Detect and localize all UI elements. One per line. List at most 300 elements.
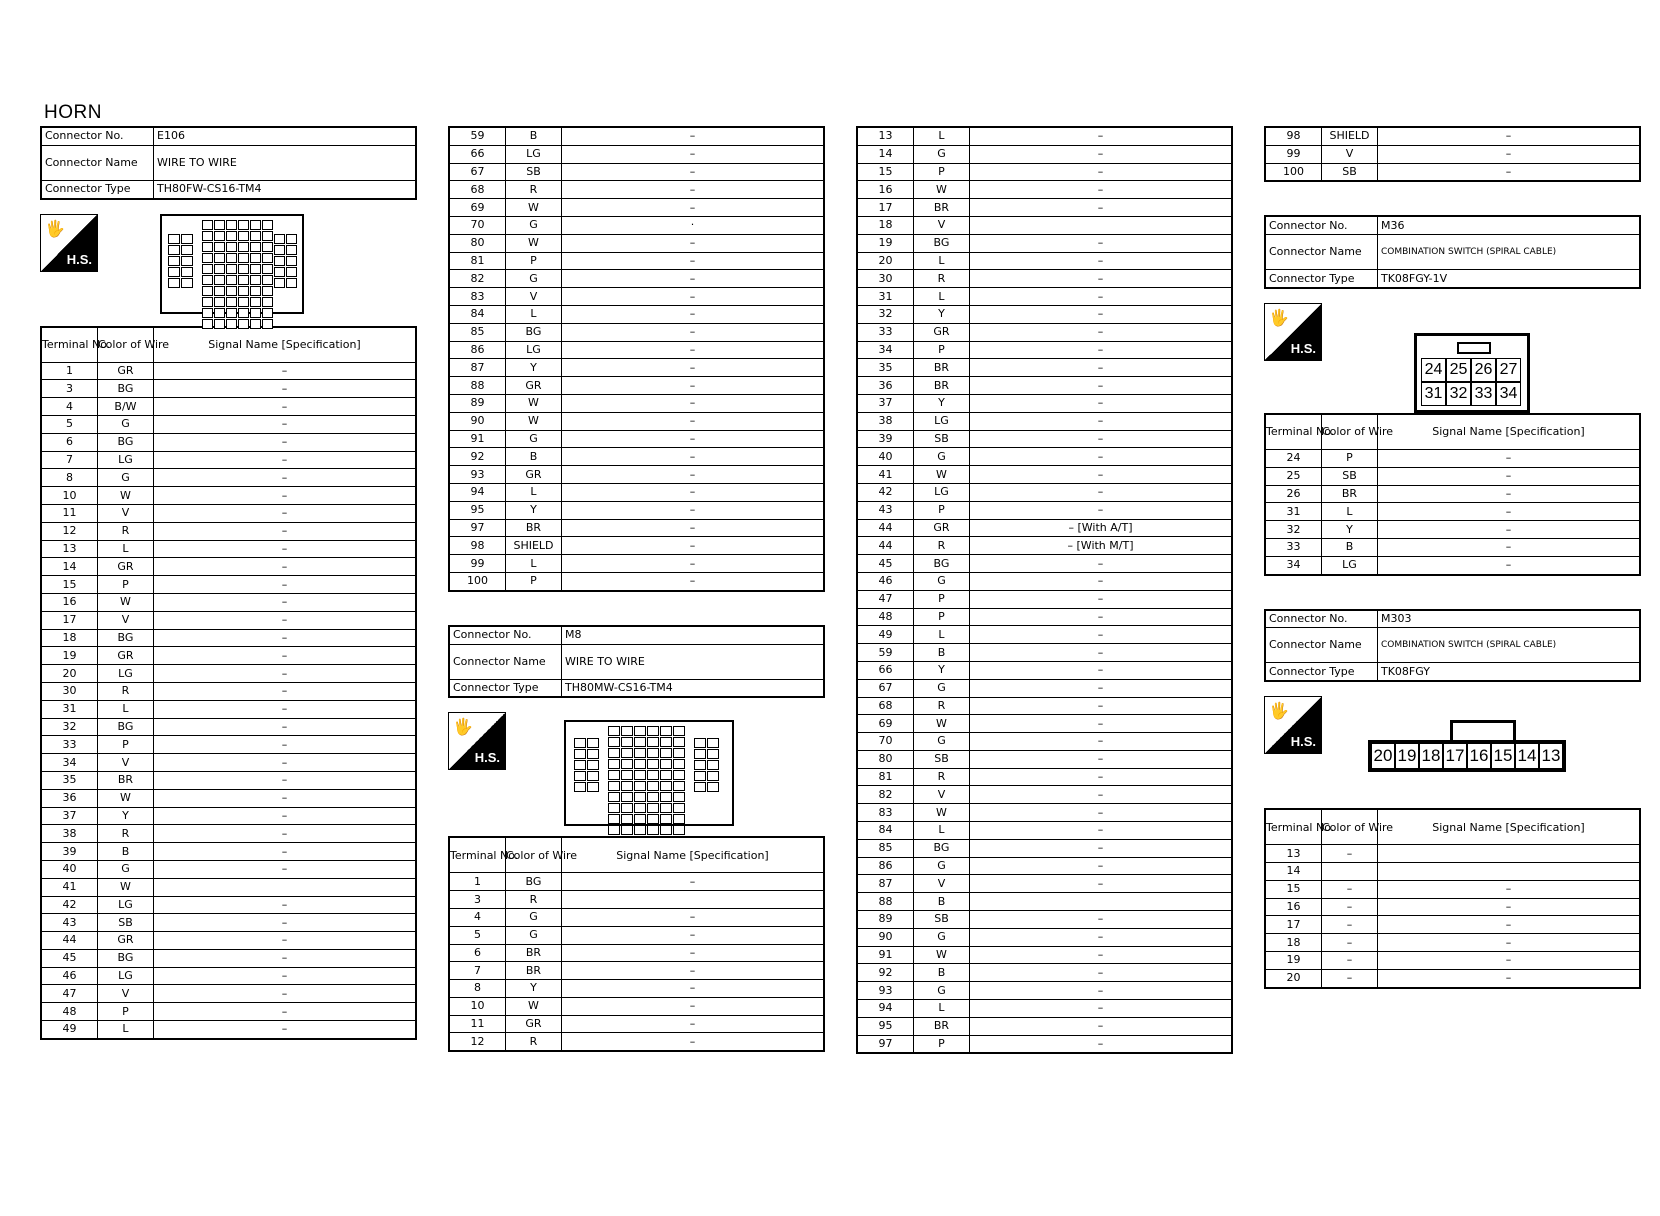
table-row — [41, 789, 416, 807]
signal-name-cell: – — [970, 163, 1233, 181]
signal-name-cell: – — [970, 786, 1233, 804]
terminal-cell: 11 — [41, 504, 98, 522]
wire-color-cell: P — [914, 608, 970, 626]
connector-name-value: COMBINATION SWITCH (SPIRAL CABLE) — [1378, 628, 1641, 663]
table-row — [1265, 538, 1640, 556]
wire-color-cell: LG — [98, 665, 154, 683]
terminal-cell: 88 — [857, 893, 914, 911]
connector-face-e106 — [160, 214, 304, 314]
signal-name-cell: – — [562, 377, 825, 395]
terminal-cell: 39 — [857, 430, 914, 448]
wire-color-cell: W — [506, 234, 562, 252]
terminal-cell: 48 — [41, 1003, 98, 1021]
table-row — [1265, 845, 1640, 863]
signal-name-cell: – — [970, 590, 1233, 608]
terminal-cell: 33 — [857, 323, 914, 341]
table-row — [449, 448, 824, 466]
terminal-cell: 48 — [857, 608, 914, 626]
wire-color-cell: Y — [914, 394, 970, 412]
signal-name-cell: – — [970, 626, 1233, 644]
wire-color-cell: B — [914, 964, 970, 982]
connector-diagram-m8 — [448, 698, 825, 836]
terminal-cell: 99 — [449, 555, 506, 573]
wire-color-cell: W — [914, 804, 970, 822]
wire-color-cell: BR — [1322, 485, 1378, 503]
terminal-cell: 34 — [1265, 556, 1322, 574]
wire-color-cell: L — [98, 1021, 154, 1039]
terminal-cell: 24 — [1265, 449, 1322, 467]
table-row — [857, 1017, 1232, 1035]
connector-no-label: Connector No. — [1265, 216, 1378, 234]
wire-color-cell: W — [914, 466, 970, 484]
terminal-cell: 49 — [41, 1021, 98, 1039]
terminal-cell: 4 — [449, 908, 506, 926]
signal-name-cell: – — [154, 932, 417, 950]
terminal-cell: 90 — [449, 412, 506, 430]
signal-name-cell: – — [970, 608, 1233, 626]
connector-name-value: WIRE TO WIRE — [562, 644, 825, 679]
table-row — [857, 1000, 1232, 1018]
connector-info-m303 — [1264, 609, 1641, 683]
connector-pin: 34 — [1496, 382, 1521, 406]
terminal-cell: 87 — [449, 359, 506, 377]
table-row — [1265, 449, 1640, 467]
signal-name-cell: – — [562, 181, 825, 199]
connector-name-value: COMBINATION SWITCH (SPIRAL CABLE) — [1378, 235, 1641, 270]
wire-color-cell: Y — [914, 661, 970, 679]
terminal-cell: 99 — [1265, 145, 1322, 163]
wire-color-cell: P — [914, 1035, 970, 1053]
signal-name-cell: – — [562, 980, 825, 998]
wire-color-cell: LG — [98, 967, 154, 985]
signal-name-cell: – — [562, 323, 825, 341]
signal-name-cell: – — [970, 394, 1233, 412]
table-row — [449, 199, 824, 217]
wire-color-cell: V — [506, 288, 562, 306]
terminal-cell: 46 — [857, 572, 914, 590]
connector-name-label: Connector Name — [1265, 235, 1378, 270]
signal-name-cell: – — [154, 860, 417, 878]
signal-name-cell: – — [154, 754, 417, 772]
wire-color-cell: B/W — [98, 398, 154, 416]
wire-color-cell: LG — [506, 341, 562, 359]
wire-color-cell: BR — [506, 944, 562, 962]
table-row — [449, 252, 824, 270]
terminal-cell: 85 — [449, 323, 506, 341]
signal-name-cell: – — [562, 199, 825, 217]
terminal-cell: 41 — [41, 878, 98, 896]
terminal-cell: 4 — [41, 398, 98, 416]
wire-color-cell: R — [506, 181, 562, 199]
terminal-cell: 3 — [41, 380, 98, 398]
table-row — [449, 359, 824, 377]
wire-color-cell: GR — [98, 647, 154, 665]
signal-name-cell: – — [154, 682, 417, 700]
table-row — [41, 629, 416, 647]
terminal-cell: 14 — [857, 145, 914, 163]
pin-grid-right — [694, 738, 719, 792]
wire-color-cell: B — [98, 843, 154, 861]
signal-name-cell: – — [154, 736, 417, 754]
table-row — [41, 433, 416, 451]
wire-color-cell: G — [914, 448, 970, 466]
terminal-cell: 40 — [41, 860, 98, 878]
signal-name-cell: – — [154, 825, 417, 843]
terminal-cell: 45 — [41, 949, 98, 967]
table-row — [41, 896, 416, 914]
table-row — [857, 982, 1232, 1000]
signal-name-cell: – — [970, 804, 1233, 822]
signal-name-cell: – — [154, 896, 417, 914]
signal-name-cell: – — [154, 914, 417, 932]
signal-name-cell: – — [562, 483, 825, 501]
signal-name-cell: – — [970, 555, 1233, 573]
table-row — [857, 893, 1232, 911]
signal-name-cell: – — [1378, 951, 1641, 969]
table-row — [41, 540, 416, 558]
wire-color-cell: L — [914, 127, 970, 145]
table-row — [857, 786, 1232, 804]
wire-color-cell: – — [1322, 969, 1378, 987]
wire-color-cell: L — [506, 305, 562, 323]
wire-color-cell: V — [98, 504, 154, 522]
wire-color-cell: W — [506, 199, 562, 217]
signal-name-cell: – — [154, 700, 417, 718]
terminal-cell: 83 — [857, 804, 914, 822]
wire-color-cell: P — [914, 163, 970, 181]
terminal-cell: 97 — [857, 1035, 914, 1053]
terminal-cell: 46 — [41, 967, 98, 985]
terminal-cell: 32 — [1265, 521, 1322, 539]
wire-color-cell: L — [914, 288, 970, 306]
signal-name-cell: – — [970, 928, 1233, 946]
table-row — [857, 1035, 1232, 1053]
signal-name-cell: – — [970, 715, 1233, 733]
table-row — [1265, 880, 1640, 898]
wire-color-cell: BR — [914, 1017, 970, 1035]
wire-color-cell: B — [1322, 538, 1378, 556]
table-row — [41, 860, 416, 878]
wire-color-cell: SB — [914, 430, 970, 448]
wire-color-cell: L — [914, 822, 970, 840]
terminal-cell: 67 — [857, 679, 914, 697]
terminal-cell: 18 — [857, 216, 914, 234]
table-row — [41, 558, 416, 576]
col-terminal-no: Terminal No. — [1265, 414, 1322, 450]
terminal-cell: 95 — [449, 501, 506, 519]
terminal-cell: 94 — [449, 483, 506, 501]
signal-name-cell: – — [562, 926, 825, 944]
wire-color-cell: V — [98, 985, 154, 1003]
table-row — [449, 519, 824, 537]
connector-pin: 32 — [1446, 382, 1471, 406]
connector-pin: 18 — [1419, 743, 1443, 769]
wire-color-cell: W — [506, 412, 562, 430]
signal-name-cell: – — [970, 127, 1233, 145]
connector-type-label: Connector Type — [1265, 663, 1378, 681]
terminal-cell: 42 — [857, 483, 914, 501]
terminal-cell: 33 — [1265, 538, 1322, 556]
terminal-cell: 66 — [449, 145, 506, 163]
terminal-cell: 89 — [449, 394, 506, 412]
wire-color-cell: GR — [914, 519, 970, 537]
signal-name-cell: – — [970, 1000, 1233, 1018]
table-row — [41, 576, 416, 594]
wire-color-cell: V — [914, 875, 970, 893]
table-row — [41, 700, 416, 718]
table-row — [41, 1021, 416, 1039]
signal-name-cell: – — [970, 750, 1233, 768]
signal-name-cell: – — [970, 1035, 1233, 1053]
terminal-cell: 8 — [41, 469, 98, 487]
wire-color-cell: L — [914, 252, 970, 270]
signal-name-cell: – — [154, 843, 417, 861]
terminal-cell: 1 — [41, 362, 98, 380]
terminal-cell: 31 — [41, 700, 98, 718]
wire-color-cell: W — [914, 715, 970, 733]
wire-color-cell: R — [914, 270, 970, 288]
table-row — [449, 341, 824, 359]
table-row — [449, 980, 824, 998]
signal-name-cell: – — [1378, 521, 1641, 539]
table-row — [41, 718, 416, 736]
terminal-cell: 68 — [449, 181, 506, 199]
harness-side-icon: 🖐 H.S. — [40, 214, 98, 272]
signal-name-cell — [1378, 845, 1641, 863]
connector-pin: 31 — [1421, 382, 1446, 406]
terminal-cell: 3 — [449, 891, 506, 909]
table-row — [857, 145, 1232, 163]
signal-name-cell: – — [970, 946, 1233, 964]
column-4 — [1264, 126, 1641, 989]
signal-name-cell: – — [970, 661, 1233, 679]
wire-color-cell: G — [914, 733, 970, 751]
terminal-cell: 20 — [857, 252, 914, 270]
signal-name-cell: – — [154, 576, 417, 594]
wire-color-cell: BG — [98, 949, 154, 967]
wire-color-cell: W — [506, 997, 562, 1015]
terminal-cell: 97 — [449, 519, 506, 537]
signal-name-cell: – — [562, 234, 825, 252]
terminal-cell: 15 — [41, 576, 98, 594]
terminal-cell: 82 — [857, 786, 914, 804]
terminal-cell: 47 — [41, 985, 98, 1003]
col-color-of-wire: Color of Wire — [1322, 809, 1378, 845]
signal-name-cell: – — [970, 359, 1233, 377]
signal-name-cell: – — [970, 822, 1233, 840]
table-row — [857, 448, 1232, 466]
wire-color-cell: P — [98, 736, 154, 754]
signal-name-cell: – — [1378, 145, 1641, 163]
signal-name-cell — [154, 878, 417, 896]
pin-table-m8 — [448, 836, 825, 1052]
connector-pin: 19 — [1395, 743, 1419, 769]
wire-color-cell: Y — [98, 807, 154, 825]
signal-name-cell: – — [970, 448, 1233, 466]
wire-color-cell: R — [914, 537, 970, 555]
signal-name-cell: – — [562, 288, 825, 306]
terminal-cell: 82 — [449, 270, 506, 288]
terminal-cell: 32 — [857, 305, 914, 323]
terminal-cell: 44 — [41, 932, 98, 950]
terminal-cell: 59 — [449, 127, 506, 145]
terminal-cell: 81 — [857, 768, 914, 786]
wire-color-cell: B — [506, 448, 562, 466]
terminal-cell: 5 — [41, 415, 98, 433]
terminal-cell: 95 — [857, 1017, 914, 1035]
terminal-cell: 12 — [449, 1033, 506, 1051]
table-row — [449, 1015, 824, 1033]
connector-pin: 26 — [1471, 358, 1496, 382]
table-row — [1265, 127, 1640, 145]
wire-color-cell: L — [506, 555, 562, 573]
connector-diagram-e106 — [40, 200, 417, 326]
wire-color-cell: Y — [506, 980, 562, 998]
terminal-cell: 41 — [857, 466, 914, 484]
table-row — [41, 967, 416, 985]
terminal-cell: 7 — [41, 451, 98, 469]
terminal-cell: 47 — [857, 590, 914, 608]
signal-name-cell: – — [970, 288, 1233, 306]
signal-name-cell: – — [970, 1017, 1233, 1035]
wire-color-cell: L — [1322, 503, 1378, 521]
wire-color-cell: G — [506, 216, 562, 234]
table-row — [449, 501, 824, 519]
wire-color-cell: BG — [914, 839, 970, 857]
connector-name-label: Connector Name — [449, 644, 562, 679]
terminal-cell: 91 — [449, 430, 506, 448]
signal-name-cell: – — [562, 359, 825, 377]
terminal-cell: 16 — [41, 593, 98, 611]
signal-name-cell: – [With A/T] — [970, 519, 1233, 537]
signal-name-cell: – — [154, 629, 417, 647]
table-row — [449, 305, 824, 323]
terminal-cell: 26 — [1265, 485, 1322, 503]
table-row — [41, 914, 416, 932]
column-1 — [40, 126, 417, 1040]
wire-color-cell: P — [914, 501, 970, 519]
signal-name-cell: – — [970, 501, 1233, 519]
signal-name-cell: – — [154, 487, 417, 505]
terminal-cell: 44 — [857, 537, 914, 555]
wire-color-cell: LG — [98, 451, 154, 469]
wire-color-cell: BG — [506, 323, 562, 341]
terminal-cell: 84 — [857, 822, 914, 840]
wire-color-cell: LG — [98, 896, 154, 914]
terminal-cell: 93 — [449, 466, 506, 484]
table-row — [857, 857, 1232, 875]
terminal-cell: 69 — [857, 715, 914, 733]
terminal-cell: 6 — [449, 944, 506, 962]
table-row — [1265, 862, 1640, 880]
wire-color-cell: B — [914, 644, 970, 662]
table-row — [449, 127, 824, 145]
table-row — [449, 997, 824, 1015]
table-row — [857, 181, 1232, 199]
table-row — [857, 555, 1232, 573]
wire-color-cell: LG — [1322, 556, 1378, 574]
signal-name-cell: – — [154, 540, 417, 558]
wire-color-cell: G — [98, 860, 154, 878]
connector-type-value: TH80FW-CS16-TM4 — [154, 180, 417, 198]
terminal-cell: 18 — [1265, 934, 1322, 952]
table-row — [857, 750, 1232, 768]
table-row — [449, 181, 824, 199]
table-row — [41, 487, 416, 505]
connector-name-value: WIRE TO WIRE — [154, 145, 417, 180]
pin-table-m36 — [1264, 413, 1641, 576]
table-row — [857, 537, 1232, 555]
wire-color-cell: W — [914, 946, 970, 964]
wire-color-cell: G — [98, 469, 154, 487]
terminal-cell: 13 — [1265, 845, 1322, 863]
table-row — [449, 962, 824, 980]
table-row — [857, 839, 1232, 857]
signal-name-cell: – — [562, 519, 825, 537]
wire-color-cell: V — [98, 754, 154, 772]
signal-name-cell: – — [154, 647, 417, 665]
signal-name-cell: – — [970, 483, 1233, 501]
terminal-cell: 35 — [41, 771, 98, 789]
signal-name-cell: – — [154, 522, 417, 540]
terminal-cell: 98 — [1265, 127, 1322, 145]
wire-color-cell: GR — [98, 558, 154, 576]
signal-name-cell: – — [1378, 503, 1641, 521]
terminal-cell: 42 — [41, 896, 98, 914]
terminal-cell: 70 — [449, 216, 506, 234]
table-row — [41, 825, 416, 843]
table-row — [41, 985, 416, 1003]
connector-latch — [1457, 342, 1491, 354]
column-3 — [856, 126, 1233, 1054]
terminal-cell: 15 — [1265, 880, 1322, 898]
terminal-cell: 67 — [449, 163, 506, 181]
terminal-cell: 17 — [41, 611, 98, 629]
wire-color-cell: L — [98, 540, 154, 558]
terminal-cell: 83 — [449, 288, 506, 306]
table-row — [857, 163, 1232, 181]
wire-color-cell: G — [914, 857, 970, 875]
terminal-cell: 100 — [449, 572, 506, 590]
wire-color-cell: – — [1322, 898, 1378, 916]
terminal-cell: 92 — [449, 448, 506, 466]
signal-name-cell: – — [970, 181, 1233, 199]
table-row — [1265, 163, 1640, 181]
connector-face-m8 — [564, 720, 734, 826]
connector-info-e106 — [40, 126, 417, 200]
table-row — [41, 932, 416, 950]
signal-name-cell: – — [970, 377, 1233, 395]
table-row — [449, 163, 824, 181]
connector-type-label: Connector Type — [449, 679, 562, 697]
pin-row-bottom — [1421, 382, 1521, 406]
pin-grid-center — [202, 220, 273, 329]
table-row — [857, 501, 1232, 519]
signal-name-cell — [562, 891, 825, 909]
pin-grid-left — [574, 738, 599, 792]
table-row — [1265, 467, 1640, 485]
wire-color-cell: G — [506, 926, 562, 944]
terminal-cell: 8 — [449, 980, 506, 998]
connector-pin: 16 — [1467, 743, 1491, 769]
signal-name-cell: – — [1378, 467, 1641, 485]
connector-pin: 17 — [1443, 743, 1467, 769]
terminal-cell: 87 — [857, 875, 914, 893]
terminal-cell: 90 — [857, 928, 914, 946]
signal-name-cell: – — [970, 412, 1233, 430]
wire-color-cell: SB — [506, 163, 562, 181]
terminal-cell: 80 — [857, 750, 914, 768]
